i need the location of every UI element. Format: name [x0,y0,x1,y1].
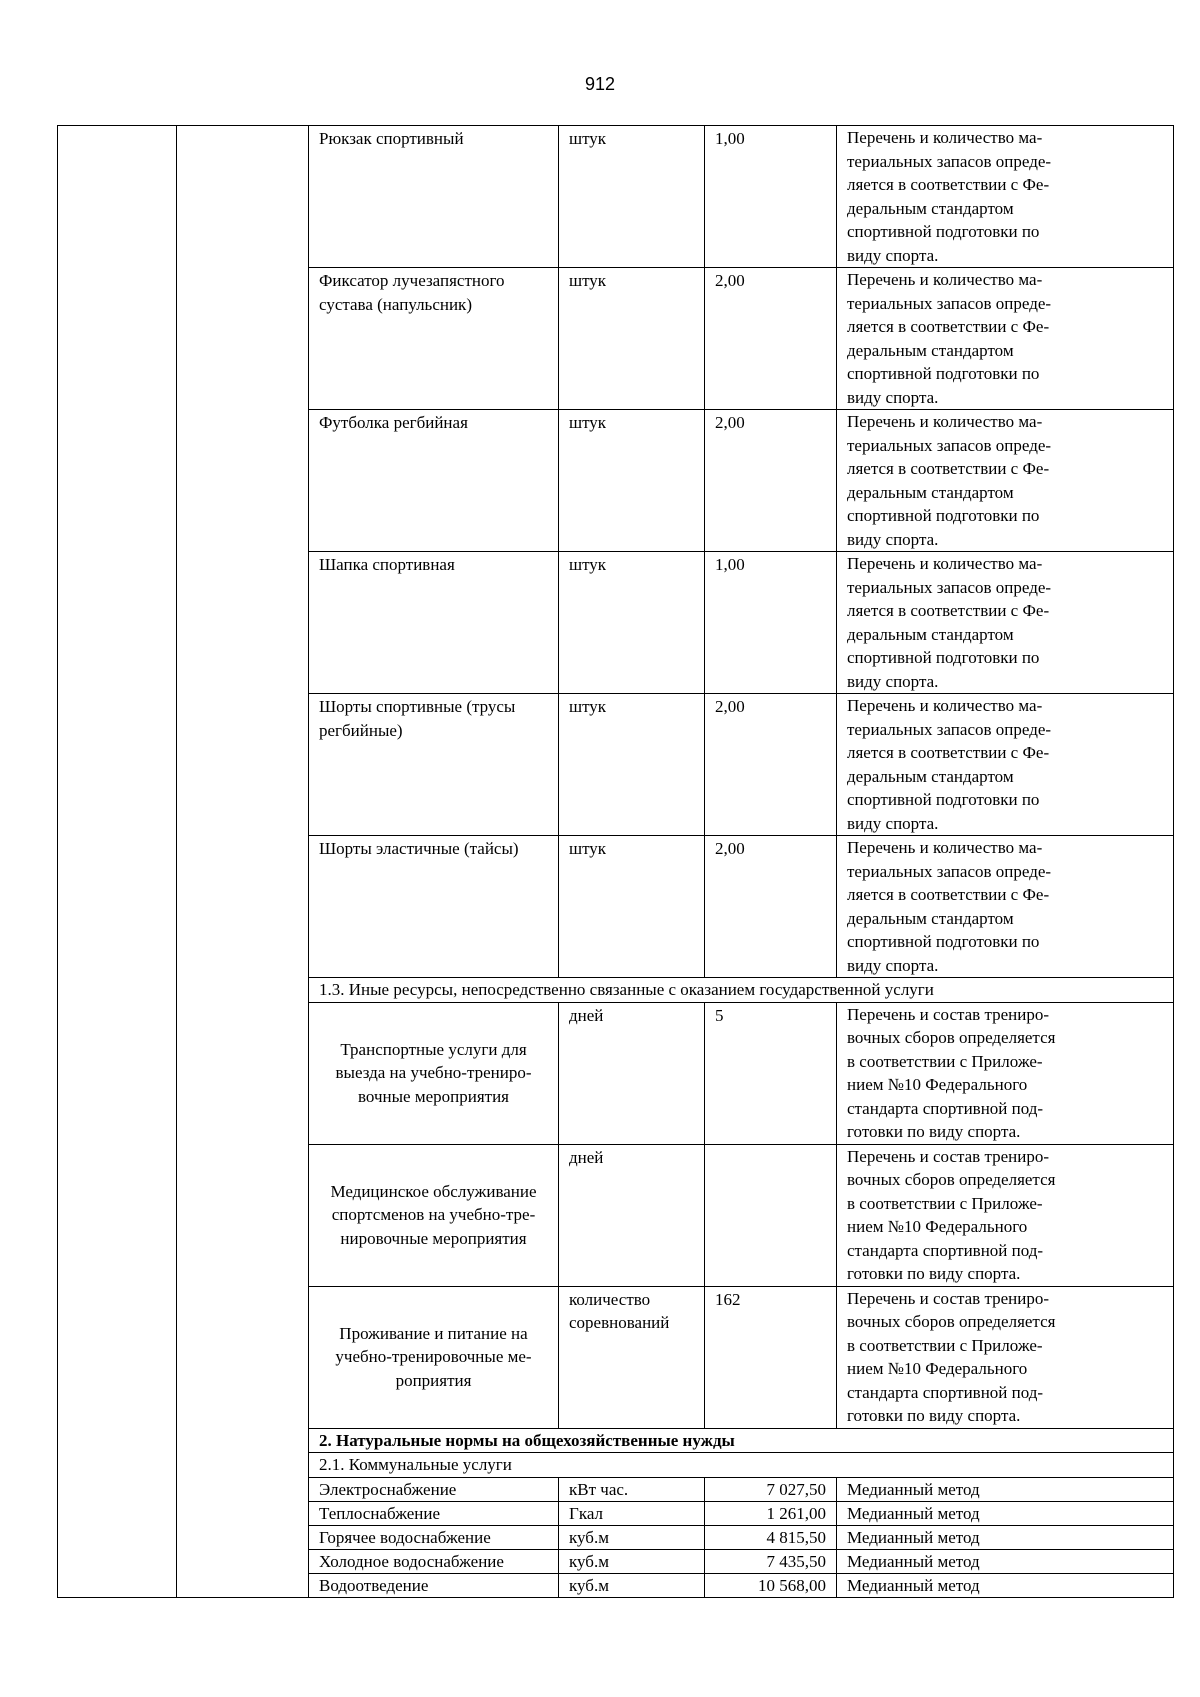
resource-quantity [705,1144,837,1286]
utility-quantity: 7 027,50 [705,1477,837,1501]
resource-note: Перечень и состав трениро- вочных сборов определяется в соответствии с Приложе- нием №10 Федерального стандарта спортивной под- готовки по виду спорта. [837,1002,1174,1144]
item-unit: штук [559,836,705,978]
item-unit: штук [559,552,705,694]
utility-unit: кВт час. [559,1477,705,1501]
utility-name: Холодное водоснабжение [309,1549,559,1573]
item-note: Перечень и количество ма- териальных запасов опреде- ляется в соответствии с Фе- деральным стандартом спортивной подготовки по виду спорта. [837,836,1174,978]
utility-name: Горячее водоснабжение [309,1525,559,1549]
utility-method: Медианный метод [837,1549,1174,1573]
utility-quantity: 7 435,50 [705,1549,837,1573]
item-name: Шорты эластичные (тайсы) [309,836,559,978]
utility-name: Электроснабжение [309,1477,559,1501]
utility-quantity: 10 568,00 [705,1573,837,1597]
item-note: Перечень и количество ма- териальных запасов опреде- ляется в соответствии с Фе- деральным стандартом спортивной подготовки по виду спорта. [837,268,1174,410]
utility-quantity: 1 261,00 [705,1501,837,1525]
item-unit: штук [559,268,705,410]
resource-quantity: 5 [705,1002,837,1144]
item-note: Перечень и количество ма- териальных запасов опреде- ляется в соответствии с Фе- деральным стандартом спортивной подготовки по виду спорта. [837,410,1174,552]
item-quantity: 1,00 [705,552,837,694]
utility-method: Медианный метод [837,1501,1174,1525]
resource-note: Перечень и состав трениро- вочных сборов определяется в соответствии с Приложе- нием №10 Федерального стандарта спортивной под- готовки по виду спорта. [837,1144,1174,1286]
resource-unit: количество соревнований [559,1286,705,1428]
utility-unit: куб.м [559,1525,705,1549]
resource-unit: дней [559,1144,705,1286]
utility-unit: Гкал [559,1501,705,1525]
page-number: 912 [584,74,616,94]
item-name: Фиксатор лучезапястного сустава (напульсник) [309,268,559,410]
resource-name: Транспортные услуги для выезда на учебно-трениро- вочные мероприятия [309,1002,559,1144]
resource-name: Проживание и питание на учебно-тренировочные ме- роприятия [309,1286,559,1428]
item-note: Перечень и количество ма- териальных запасов опреде- ляется в соответствии с Фе- деральным стандартом спортивной подготовки по виду спорта. [837,126,1174,268]
resource-note: Перечень и состав трениро- вочных сборов определяется в соответствии с Приложе- нием №10 Федерального стандарта спортивной под- готовки по виду спорта. [837,1286,1174,1428]
item-name: Шапка спортивная [309,552,559,694]
resource-name: Медицинское обслуживание спортсменов на учебно-тре- нировочные мероприятия [309,1144,559,1286]
item-unit: штук [559,410,705,552]
utility-unit: куб.м [559,1549,705,1573]
item-quantity: 1,00 [705,126,837,268]
resource-unit: дней [559,1002,705,1144]
item-note: Перечень и количество ма- териальных запасов опреде- ляется в соответствии с Фе- деральным стандартом спортивной подготовки по виду спорта. [837,552,1174,694]
utility-method: Медианный метод [837,1525,1174,1549]
utility-quantity: 4 815,50 [705,1525,837,1549]
section-heading-2: 2. Натуральные нормы на общехозяйственные нужды [309,1428,1174,1453]
item-unit: штук [559,126,705,268]
utility-method: Медианный метод [837,1573,1174,1597]
item-quantity: 2,00 [705,836,837,978]
section-heading-1-3: 1.3. Иные ресурсы, непосредственно связанные с оказанием государственной услуги [309,978,1174,1003]
utility-name: Водоотведение [309,1573,559,1597]
resource-quantity: 162 [705,1286,837,1428]
item-quantity: 2,00 [705,410,837,552]
item-name: Шорты спортивные (трусы регбийные) [309,694,559,836]
item-quantity: 2,00 [705,268,837,410]
item-name: Рюкзак спортивный [309,126,559,268]
utility-unit: куб.м [559,1573,705,1597]
item-quantity: 2,00 [705,694,837,836]
left-empty-column-2 [177,126,309,1598]
table-row [58,126,1174,268]
item-name: Футболка регбийная [309,410,559,552]
norms-table [57,125,1174,1598]
left-empty-column-1 [58,126,177,1598]
utility-method: Медианный метод [837,1477,1174,1501]
utility-name: Теплоснабжение [309,1501,559,1525]
item-unit: штук [559,694,705,836]
section-heading-2-1: 2.1. Коммунальные услуги [309,1453,1174,1478]
item-note: Перечень и количество ма- териальных запасов опреде- ляется в соответствии с Фе- деральным стандартом спортивной подготовки по виду спорта. [837,694,1174,836]
